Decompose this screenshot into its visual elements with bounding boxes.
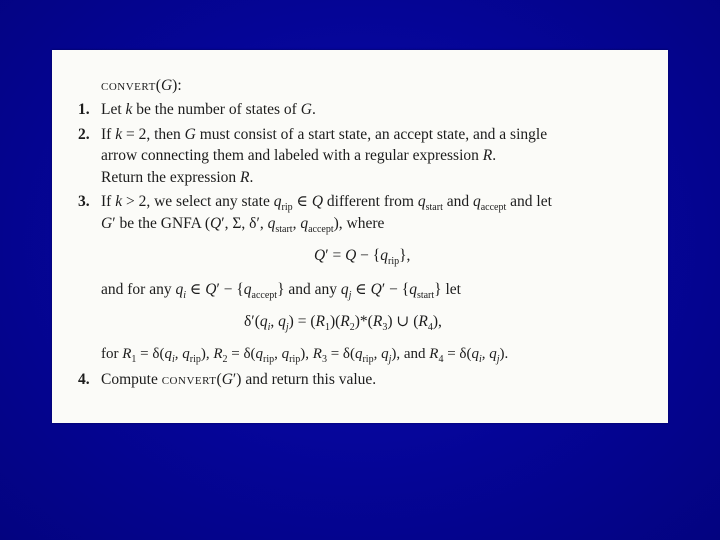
step-1-number: 1. <box>78 101 90 118</box>
step-3-line-4: for $R_1 = \delta(q_i$, $q_{rip}$), $R_2 = \delta(q_{rip}$, $q_{rip}$), $R_3 = \delta(q_{rip}$, $q_j$), and $R_4 = \delta(q_i$, $q_j$). <box>101 346 509 365</box>
step-3-line-2: G′ be the GNFA (Q′, Σ, δ′, $q_{start}$, $q_{accept}$), where <box>101 215 385 236</box>
equation-delta-prime: $\delta'(q_i$, $q_j) = (R_1)(R_2)*(R_3)$ ∪ $(R_4)$, <box>244 313 442 334</box>
step-4-text: Compute convert(G′) and return this value. <box>101 371 377 388</box>
equation-q-prime: $Q' = Q - \{q_{rip}\}$, <box>314 247 411 268</box>
step-1-text: Let k be the number of states of G. <box>101 101 316 118</box>
step-2-line-2: arrow connecting them and labeled with a regular expression R. <box>101 147 497 164</box>
step-3-line-1: If k > 2, we select any state $q_{rip}$ ∈ Q different from $q_{start}$ and $q_{accept}$ and let <box>101 193 552 214</box>
algorithm-image <box>52 50 668 423</box>
step-3-line-3: and for any $q_i$ ∈ $Q' - \{q_{accept}\}$ and any $q_j$ ∈ $Q' - \{q_{start}\}$ let <box>101 281 461 302</box>
step-2-line-1: If k = 2, then G must consist of a start state, an accept state, and a single <box>101 126 548 143</box>
step-4-number: 4. <box>78 371 90 388</box>
step-3-number: 3. <box>78 193 90 210</box>
step-2-line-3: Return the expression R. <box>101 169 254 186</box>
step-2-number: 2. <box>78 126 90 143</box>
algorithm-title: convert(G): <box>101 77 182 94</box>
